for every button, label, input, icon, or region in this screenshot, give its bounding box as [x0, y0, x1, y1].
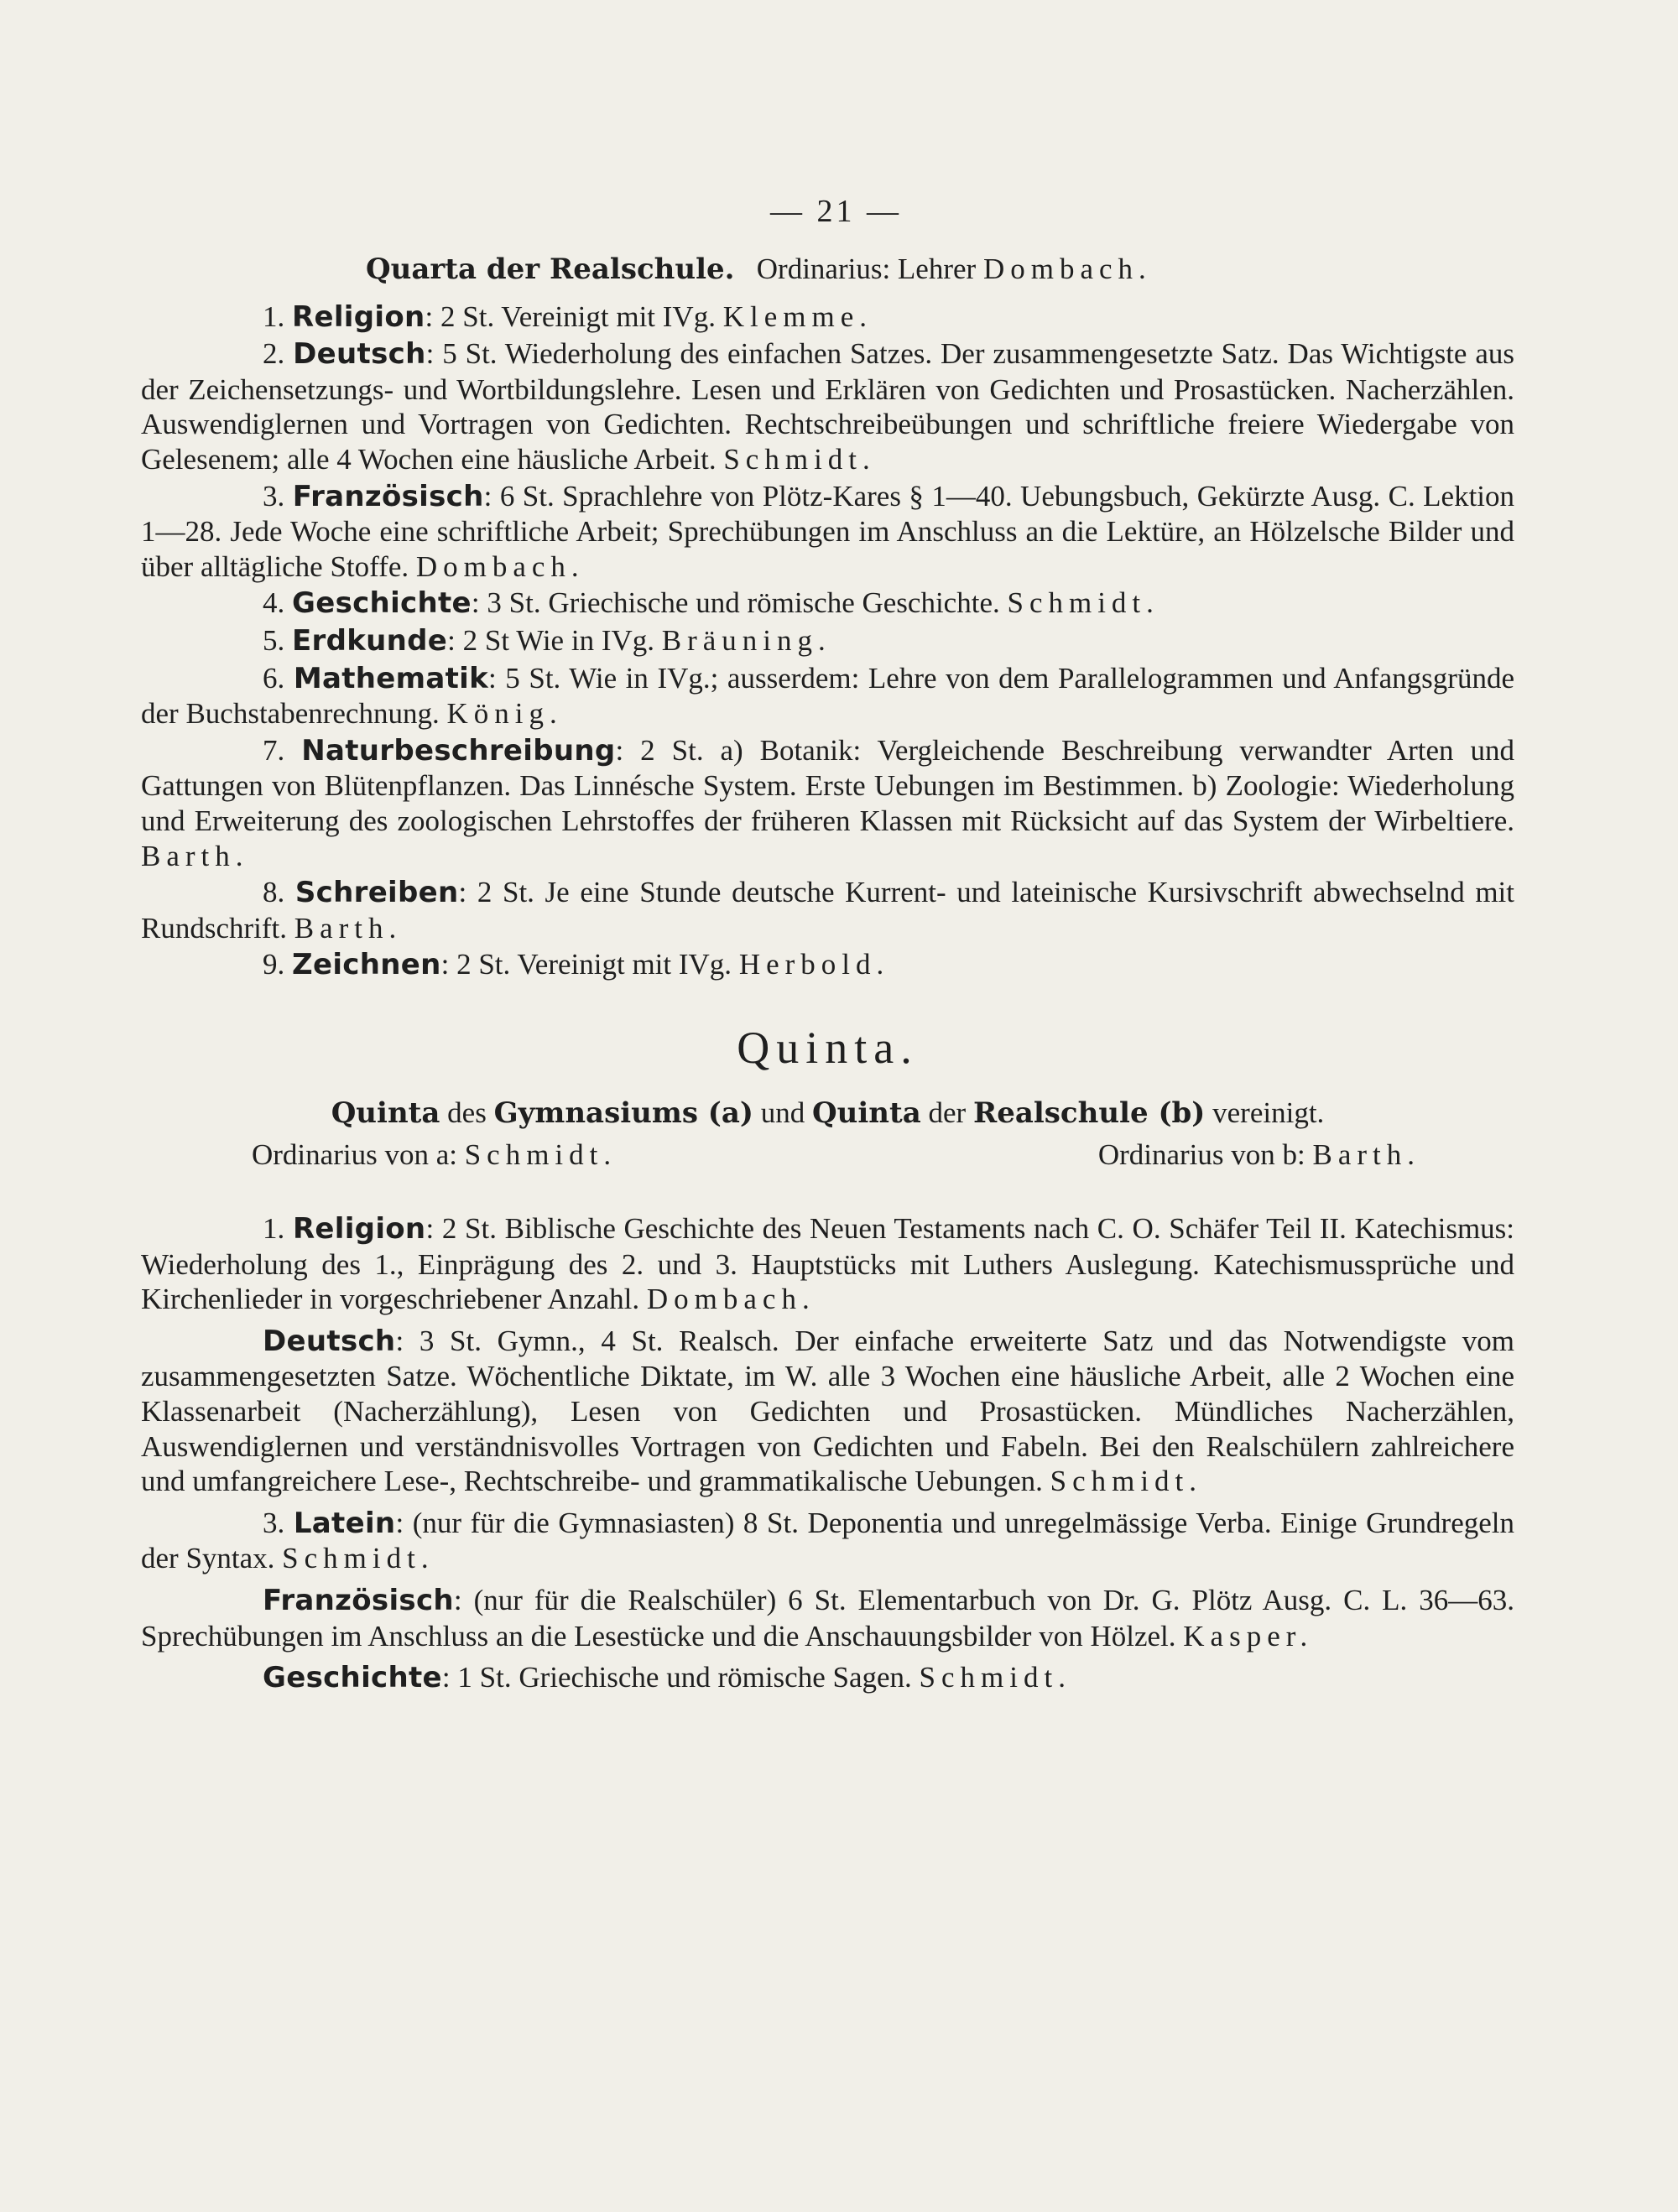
quarta-heading: Quarta der Realschule.	[366, 252, 735, 286]
subject-geschichte: Geschichte	[292, 586, 472, 621]
item-sep: :	[395, 1506, 404, 1539]
ordinarius-a-name: Schmidt.	[464, 1138, 618, 1172]
teacher-name: Barth.	[141, 839, 249, 872]
item-sep: :	[458, 876, 467, 909]
teacher-name: Schmidt.	[1007, 586, 1159, 620]
item-sep: :	[615, 733, 624, 767]
item-text: (nur für die Gymnasiasten) 8 St. Deponentia und unregelmässige Verba. Einige Grundregeln der Syntax.	[141, 1506, 1514, 1575]
subject-mathematik: Mathematik	[293, 661, 488, 695]
teacher-name: Bräuning.	[661, 623, 831, 657]
subject-religion: Religion	[292, 299, 425, 334]
page-number: — 21 —	[770, 194, 902, 229]
item-text: 2 St. a) Botanik: Vergleichende Beschreibung verwandter Arten und Gattungen von Blütenpflanzen. Das Linnésche System. Erste Uebungen im Bestimmen. b) Zoologie: Wiederholung und Erweiterung des zoologischen Lehrstoffes der früheren Klassen mit Rücksicht auf das System der Wirbeltiere.	[141, 733, 1514, 837]
connector-text: der	[920, 1096, 973, 1129]
item-number: 3.	[263, 1506, 285, 1539]
item-text: 5 St. Wie in IVg.; ausserdem: Lehre von dem Parallelogrammen und Anfangsgründe der Buchstabenrechnung.	[141, 661, 1514, 731]
quinta-item-latein	[141, 1506, 1514, 1576]
connector-text: vereinigt.	[1205, 1096, 1325, 1129]
teacher-name: Schmidt.	[919, 1661, 1071, 1694]
connector-text: und	[753, 1096, 813, 1129]
quinta-item-geschichte	[141, 1660, 1514, 1696]
gymnasium-label: Gymnasiums (a)	[493, 1096, 754, 1130]
subject-erdkunde: Erdkunde	[292, 623, 448, 658]
quinta-item-franzoesisch	[141, 1583, 1514, 1653]
teacher-name: Schmidt.	[723, 442, 876, 476]
connector-text: des	[440, 1096, 494, 1129]
quinta-item-deutsch	[141, 1324, 1514, 1499]
item-text: 3 St. Gymn., 4 St. Realsch. Der einfache erweiterte Satz und das Notwendigste vom zusammengesetzten Satze. Wöchentliche Diktate, im W. alle 3 Wochen eine häusliche Arbeit, alle 2 Wochen eine Klassenarbeit (Nacherzählung), Lesen von Gedichten und Prosastücken. Mündliches Nacherzählen, Auswendiglernen und verständnisvolles Vortragen von Gedichten und Fabeln. Bei den Realschülern zahlreichere und umfangreichere Lese-, Rechtschreibe- und grammatikalische Uebungen.	[141, 1324, 1514, 1498]
item-number: 8.	[263, 876, 285, 909]
item-text: 5 St. Wiederholung des einfachen Satzes. Der zusammengesetzte Satz. Das Wichtigste aus der Zeichensetzungs- und Wortbildungslehre. Lesen und Erklären von Gedichten und Prosastücken. Nacherzählen. Auswendiglernen und Vortragen von Gedichten. Rechtschreibeübungen und schriftliche freiere Wiedergabe von Gelesenem; alle 4 Wochen eine häusliche Arbeit.	[141, 337, 1515, 476]
quarta-item-religion	[141, 299, 1514, 336]
ordinarius-b-name: Barth.	[1312, 1138, 1420, 1172]
teacher-name: Schmidt.	[282, 1542, 435, 1575]
ordinarius-a-label: Ordinarius von a:	[252, 1138, 457, 1172]
subject-deutsch: Deutsch	[263, 1324, 396, 1358]
subject-religion: Religion	[292, 1212, 426, 1247]
item-sep: :	[483, 479, 492, 513]
item-text: 2 St. Je eine Stunde deutsche Kurrent- und lateinische Kursivschrift abwechselnd mit Rundschrift.	[141, 876, 1515, 945]
ordinarius-b	[1098, 1137, 1420, 1173]
item-sep: :	[453, 1584, 462, 1616]
quarta-item-naturbeschreibung	[141, 733, 1514, 873]
item-sep: :	[425, 299, 434, 333]
subject-naturbeschreibung: Naturbeschreibung	[301, 733, 616, 768]
item-sep: :	[471, 586, 480, 620]
subject-zeichnen: Zeichnen	[292, 948, 441, 982]
item-text: 2 St. Vereinigt mit IVg.	[433, 299, 723, 333]
quarta-item-deutsch	[141, 336, 1514, 476]
teacher-name: Klemme.	[722, 299, 873, 333]
teacher-name: Herbold.	[738, 948, 890, 981]
ordinarius-b-label: Ordinarius von b:	[1097, 1138, 1305, 1172]
teacher-name: König.	[446, 697, 563, 731]
item-sep: :	[447, 623, 456, 657]
item-number: 6.	[263, 661, 285, 695]
item-number: 4.	[263, 586, 285, 620]
item-number: 7.	[263, 733, 285, 767]
subject-schreiben: Schreiben	[294, 876, 459, 910]
item-sep: :	[488, 661, 497, 695]
item-sep: :	[440, 948, 450, 981]
subject-latein: Latein	[293, 1506, 396, 1540]
quarta-ordinarius-name: Dombach.	[982, 252, 1152, 285]
teacher-name: Dombach.	[646, 1283, 816, 1316]
teacher-name: Kasper.	[1183, 1619, 1314, 1652]
item-text: 6 St. Sprachlehre von Plötz-Kares § 1—40. Uebungsbuch, Gekürzte Ausg. C. Lektion 1—28. Jede Woche eine schriftliche Arbeit; Sprechübungen im Anschluss an die Lektüre, an Hölzelsche Bilder und über alltägliche Stoffe.	[141, 479, 1515, 583]
item-number: 1.	[263, 299, 285, 333]
quinta-combined-line	[141, 1096, 1514, 1132]
item-text: (nur für die Realschüler) 6 St. Elementarbuch von Dr. G. Plötz Ausg. C. L. 36—63. Sprechübungen im Anschluss an die Lesestücke und die Anschauungsbilder von Hölzel.	[141, 1584, 1514, 1652]
quarta-item-erdkunde	[141, 623, 1514, 659]
item-sep: :	[395, 1324, 404, 1357]
item-number: 2.	[263, 337, 285, 371]
quarta-heading-line	[141, 252, 1514, 288]
teacher-name: Dombach.	[415, 549, 585, 583]
item-sep: :	[425, 1212, 435, 1246]
teacher-name: Barth.	[294, 911, 403, 945]
item-number: 3.	[263, 479, 285, 513]
subject-franzoesisch: Französisch	[292, 479, 484, 513]
item-sep: :	[425, 337, 435, 371]
quarta-item-schreiben	[141, 875, 1514, 945]
quinta-word: Quinta	[812, 1096, 921, 1130]
realschule-label: Realschule (b)	[972, 1096, 1206, 1130]
quinta-item-religion	[141, 1211, 1514, 1317]
item-text: 2 St. Biblische Geschichte des Neuen Testaments nach C. O. Schäfer Teil II. Katechismus: Wiederholung des 1., Einprägung des 2. und 3. Hauptstücks mit Luthers Auslegung. Katechismussprüche und Kirchenlieder in vorgeschriebener Anzahl.	[141, 1212, 1515, 1316]
ordinarius-a	[252, 1137, 617, 1173]
teacher-name: Schmidt.	[1050, 1465, 1203, 1498]
subject-franzoesisch: Französisch	[263, 1584, 454, 1617]
item-text: 2 St. Vereinigt mit IVg.	[449, 948, 739, 981]
quarta-item-zeichnen	[141, 947, 1514, 983]
subject-deutsch: Deutsch	[293, 337, 426, 372]
item-number: 5.	[263, 623, 285, 657]
item-text: 2 St Wie in IVg.	[455, 623, 662, 657]
item-sep: :	[441, 1661, 451, 1694]
subject-geschichte: Geschichte	[263, 1661, 442, 1695]
item-text: 1 St. Griechische und römische Sagen.	[450, 1661, 920, 1694]
quinta-title: Quinta.	[737, 1022, 919, 1073]
item-number: 1.	[263, 1212, 285, 1246]
quarta-item-mathematik	[141, 661, 1514, 731]
item-number: 9.	[263, 948, 285, 981]
quinta-word: Quinta	[331, 1096, 440, 1130]
quarta-item-franzoesisch	[141, 479, 1514, 585]
quinta-ordinarius-line	[141, 1137, 1514, 1173]
quarta-ordinarius-label: Ordinarius: Lehrer	[756, 252, 977, 285]
quarta-item-geschichte	[141, 586, 1514, 622]
item-text: 3 St. Griechische und römische Geschichte.	[479, 586, 1008, 620]
